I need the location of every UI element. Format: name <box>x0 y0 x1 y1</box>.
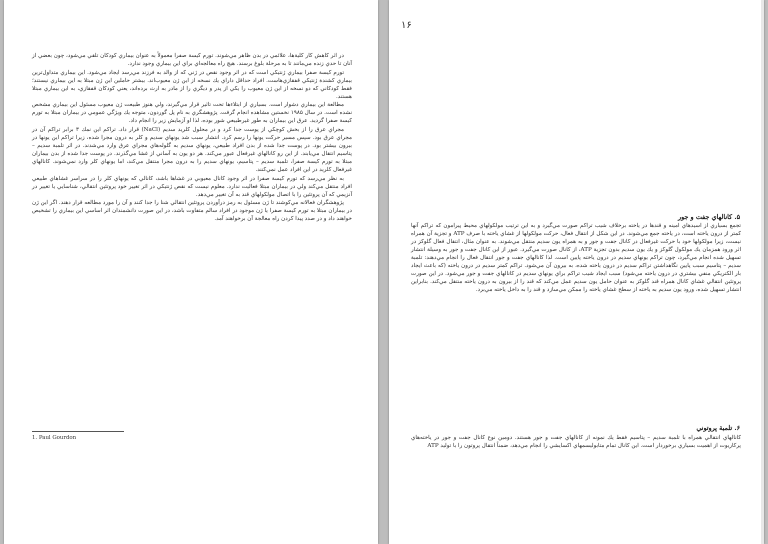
left-body-text <box>32 52 352 224</box>
paragraph: مجراي عرق را از بخش كوچكي از پوست جدا كرد و در محلول كلريد سديم (NaCl) قرار داد. تراكم اين نمك ۳ برابر تراكم آن در مجراي عرق بود. سپس مسير حركت يونها را رسم كرد. انتشار سبب شد يونهاي سديم و كلر به درون مجرا شده، زيرا تراكم اين يونها در بيرون بيشتر بود. در پوست جدا شده از بدن افراد طبيعي، يونهاي سديم به گلوله‌هاي مجراي عرق وارد مي‌شدند. در اثر تلمبة سديم – پتاسيم انتقال مي‌يابند. از اين رو كانالهاي غيرفعال عبور مي‌كند. هر دو يون به آساني از غشا مي‌گذرند. در پوست جدا شده از بدن بيماران مبتلا به تورم كيسة صفرا، تلمبة سديم – پتاسيم، يونهاي سديم را به درون مجرا منتقل مي‌كند، اما يونهاي كلر وارد نمي‌شوند. كانالهاي غيرفعال كلريد در اين افراد عمل نمي‌كنند. <box>32 126 352 174</box>
page-edge <box>761 0 764 544</box>
page-number: ۱۶ <box>401 20 412 31</box>
section-text <box>411 434 741 451</box>
section-text <box>411 222 741 295</box>
paragraph: تورم كيسة صفرا بيماري ژنتيكي است كه در اثر وجود نقص در ژني كه از والد به فرزند مي‌رسد ايجاد مي‌شود. اين بيماري متداول‌ترين بيماري كشندة ژنتيكي قفقازي‌هاست. افراد حداقل داراي يك نسخه از اين ژن معيوب‌اند. بيشتر حاملين اين ژن مبتلا به اين بيماري نيستند؛ فقط كودكاني كه دو نسخه از اين ژن معيوب را يكي از پدر و ديگري را از مادر به ارث برده‌اند، يعني كودكان قفقازي، به اين بيماري مبتلا هستند. <box>32 69 352 100</box>
left-page <box>4 0 378 544</box>
paragraph: كانالهاي انتقالي همراه با تلمبة سديم – پتاسيم فقط يك نمونه از كانالهاي جفت و جور هستند. دومين نوع كانال جفت و جور در ياخته‌هاي پركاريوت از اهميت بسياري برخوردار است. اين كانال تمام متابوليسمهاي اكسايشي را انجام مي‌دهد، ضمناً انتقال پروتون را با توليد ATP <box>411 435 741 450</box>
section-heading: ۶. تلمبة پروتوني <box>696 424 740 432</box>
section-heading: ۵. كانالهاي جفت و جور <box>677 213 740 221</box>
right-page <box>389 0 764 544</box>
paragraph: مطالعة اين بيماري دشوار است. بسياري از ابتلاءها تحت تاثير قرار مي‌گيرند، ولي هنوز طبيعت ژن معيوب مسئول اين بيماري مشخص نشده است. در سال ۱۹۸۵ نخستين مشاهده انجام گرفت. پژوهشگري به نام پل گوردون، متوجه يك ويژگي عمومي در بيماران مبتلا به تورم كيسة صفرا گرديد. عرق اين بيماران به طور غيرطبيعي شور بوده، لذا او آزمايش زير را انجام داد. <box>32 102 352 125</box>
paragraph: پژوهشگران فعالانه مي‌كوشند تا ژن مسئول به رمز درآوردن پروتئين انتقالي شنا را جدا كنند و آن را مورد مطالعه قرار دهند. اگر اين ژن در بيماران مبتلا به تورم كيسة صفرا يا ژن موجود در افراد سالم متفاوت باشد، در اين صورت دانشمندان اثر اساسي اين بيماري را تشخيص خواهند داد و در صدد پيدا كردن راه معالجة آن برخواهند آمد. <box>32 200 352 223</box>
footnote-divider <box>32 431 124 432</box>
paragraph: به نظر مي‌رسد كه تورم كيسة صفرا در اثر وجود كانال معيوبي در غشاها باشد، كانالي كه يونهاي كلر را در سراسر غشاهاي طبيعي افراد منتقل مي‌كند ولي در بيماران مبتلا فعاليت ندارد. معلوم نيست كه نقص ژنتيكي در اثر تغيير خود پروتئين انتقالي، شناسايي يا تغيير در آنزيمي كه آن پروتئين را با اتصال مولكولهاي قند به آن تغيير مي‌دهد. <box>32 175 352 198</box>
paragraph: در اثر كاهش كار كلية‌ها، علائمي در بدن ظاهر مي‌شوند. تورم كيسة صفرا معمولاً به عنوان بيماري كودكان تلقي مي‌شود، چون بعضي از آنان تا حدي زنده مي‌مانند تا به مرحلة بلوغ برسند. هيچ راه معالجه‌اي براي اين بيماري وجود ندارد. <box>32 53 352 68</box>
footnote: 1. Paul Gourdon <box>32 435 77 441</box>
paragraph: تجمع بسياري از اسيدهاي امينه و قندها در ياخته برخلاف شيب تراكم صورت مي‌گيرد و به اين ترتيب مولكولهاي محيط پيرامون كه تراكم آنها كمتر از درون ياخته است، در ياخته جمع مي‌شوند. در اين شكل از انتقال فعال، حركت مولكولها از غشاي ياخته با صرف ATP و تجزية آن همراه نيست، زيرا مولكولها خود با حركت غيرفعال در كانال جفت و جور و به همراه يون سديم منتقل مي‌شوند. به عنوان مثال، انتقال فعال گلوكز در اثر ورود همزمان يك مولكول گلوكز و يك يون سديم بدون تجزية ATP، از كانال صورت مي‌گيرد. عبور از اين كانال جفت و جور به وسيلة انتشار تسهيل شده انجام مي‌گيرد، چون تراكم يونهاي سديم در درون ياخته پايين است. لذا كانالهاي جفت و جور انتقال فعال را انجام مي‌دهند: تلمبة سديم – پتاسيم سبب پايين نگاهداشتن تراكم سديم در درون ياخته شده، به بيرون آن مي‌شود. تراكم كمتر سديم در درون ياخته (كه باعث ايجاد بار الكتريكي منفي بيشتري در درون ياخته مي‌شود) سبب ايجاد شيب تراكم براي يونهاي سديم در كانالهاي جفت و جور مي‌شود. در اين صورت پروتئين انتقالي غشاي كانال همراه قند گلوكز به عنوان حامل يون سديم عمل مي‌كند كه قند را از بيرون به درون ياخته منتقل مي‌كند. بنابراين انتشار تسهيل شده، ورود يون سديم به ياخته از سطح غشاي ياخته را ممكن مي‌سازد و قند را به داخل ياخته مي‌برد. <box>411 223 741 294</box>
